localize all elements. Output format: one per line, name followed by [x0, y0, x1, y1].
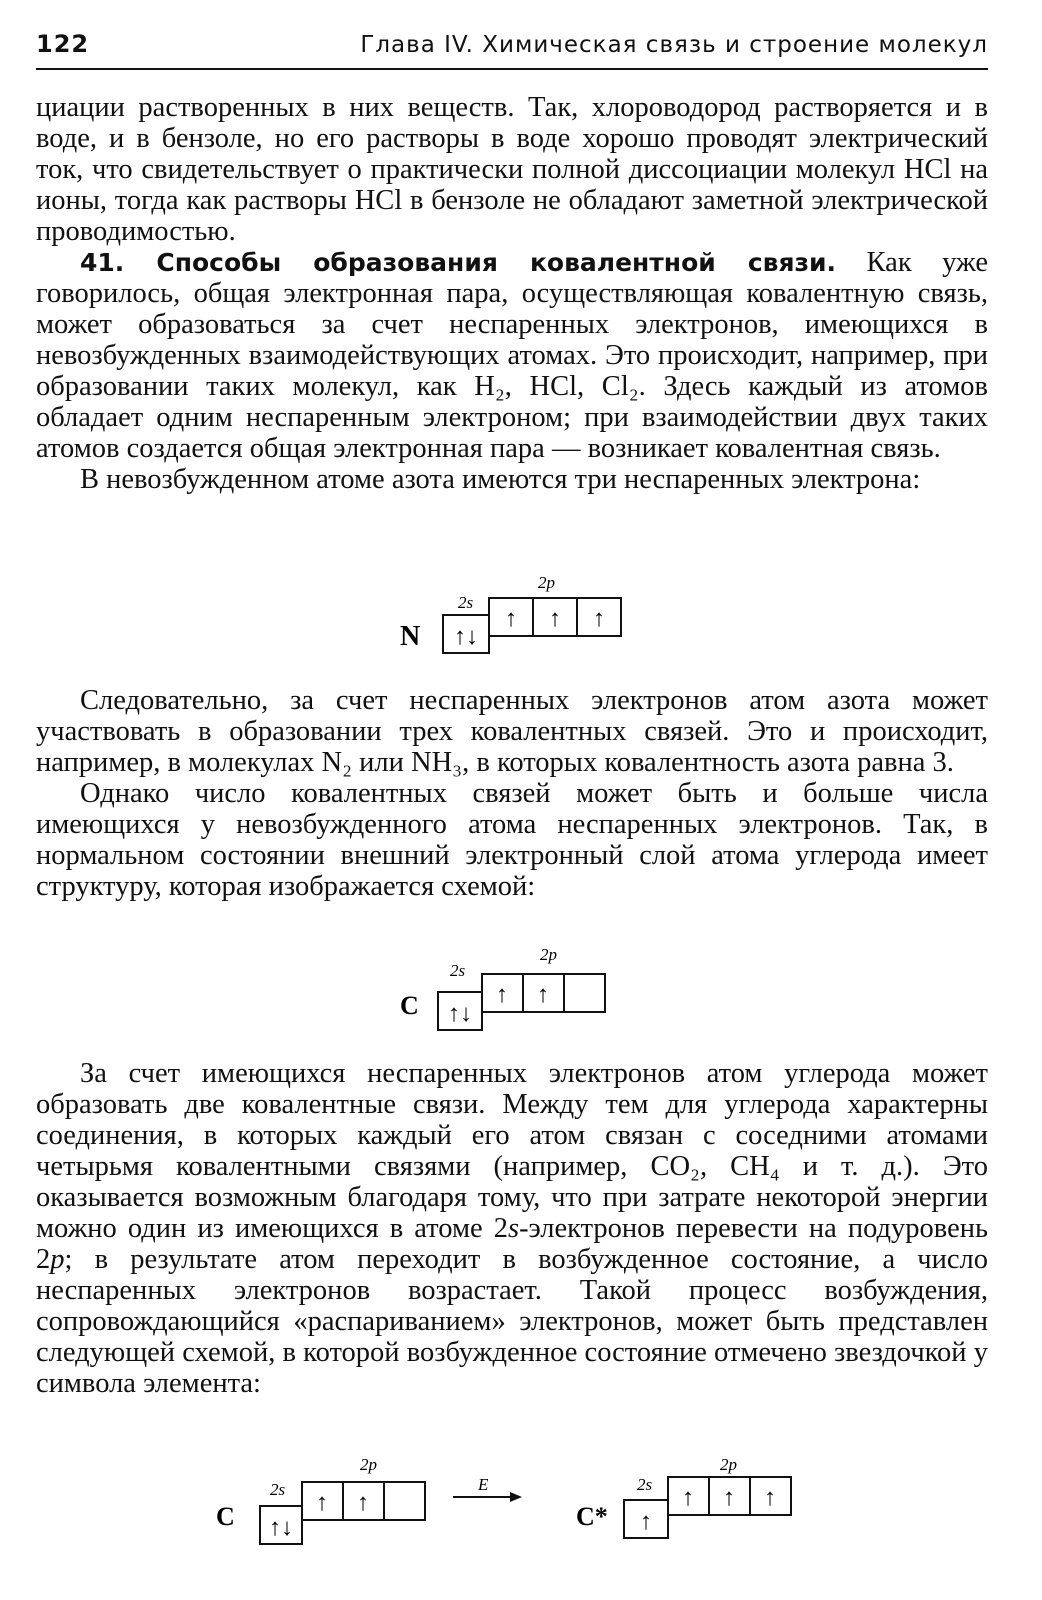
sublevel-2s-label: 2s — [637, 1475, 653, 1494]
page-number: 122 — [36, 30, 90, 58]
element-symbol: C* — [576, 1502, 608, 1531]
sublevel-2s-label: 2s — [458, 593, 474, 612]
energy-label: E — [478, 1475, 489, 1494]
text-block-3 — [36, 1058, 988, 1399]
electron-2p-1: ↑ — [682, 1485, 694, 1511]
carbon-excited-state — [576, 1455, 791, 1538]
electron-2p-1: ↑ — [496, 982, 508, 1008]
carbon-ground-state — [216, 1455, 425, 1544]
section-heading: 41. Способы образования ковалентной связи. — [80, 248, 837, 277]
electron-pair-2s: ↑↓ — [454, 624, 478, 650]
paragraph-1: циации растворенных в них веществ. Так, хлороводород растворяется и в воде, и в бензоле, но его растворы в воде хорошо проводят электрический ток, что свидетельствует о практически полной диссоциации молекул HCl на ионы, тогда как растворы HCl в бензоле не обладают заметной электрической проводимостью. — [36, 92, 988, 247]
electron-2p-1: ↑ — [505, 606, 517, 632]
electron-pair-2s: ↑↓ — [448, 1001, 472, 1027]
excitation-scheme-diagram — [210, 1440, 810, 1560]
element-symbol: C — [400, 991, 419, 1020]
sublevel-2s-label: 2s — [450, 961, 466, 980]
paragraph-4: Следовательно, за счет неспаренных электронов атом азота может участвовать в образовании трех ковалентных связей. Это и происходит, например, в молекулах N₂ или NH₃, в которых ковалентность азота равна 3. — [36, 685, 988, 778]
paragraph-2-body: Как уже говорилось, общая электронная пара, осуществляющая ковалентную связь, может образоваться за счет неспаренных электронов, имеющихся в невозбужденных взаимодействующих атомах. Это происходит, например, при образовании таких молекул, как H₂, HCl, Cl₂. Здесь каждый из атомов обладает одним неспаренным электроном; при взаимодействии двух таких атомов создается общая электронная пара — возникает ковалентная связь. — [36, 247, 988, 464]
text-block-2 — [36, 685, 988, 902]
text-block-1 — [36, 92, 988, 495]
paragraph-3: В невозбужденном атоме азота имеются три неспаренных электрона: — [80, 464, 921, 495]
sublevel-2p-label: 2p — [720, 1455, 737, 1474]
excitation-arrow — [453, 1475, 522, 1502]
element-symbol: C — [216, 1502, 235, 1531]
electron-2p-2: ↑ — [357, 1490, 369, 1516]
nitrogen-orbital-diagram — [390, 570, 640, 670]
electron-2p-3: ↑ — [764, 1485, 776, 1511]
running-head: Глава IV. Химическая связь и строение молекул — [360, 32, 988, 58]
electron-2p-2: ↑ — [723, 1485, 735, 1511]
electron-pair-2s: ↑↓ — [269, 1515, 293, 1541]
element-symbol: N — [400, 621, 421, 652]
carbon-orbital-diagram — [395, 944, 625, 1039]
sublevel-2p-label: 2p — [540, 945, 557, 964]
page-header — [36, 28, 988, 70]
paragraph-6: За счет имеющихся неспаренных электронов атом углерода может образовать две ковалентные связи. Между тем для углерода характерны соединения, в которых каждый его атом связан с соседними атомами четырьмя ковалентными связями (например, CO₂, CH₄ и т. д.). Это оказывается возможным благодаря тому, что при затрате некоторой энергии можно один из имеющихся в атоме 2s-электронов перевести на подуровень 2p; в результате атом переходит в возбужденное состояние, а число неспаренных электронов возрастает. Такой процесс возбуждения, сопровождающийся «распариванием» электронов, может быть представлен следующей схемой, в которой возбужденное состояние отмечено звездочкой у символа элемента: — [36, 1058, 988, 1399]
sublevel-2p-label: 2p — [538, 573, 555, 592]
sublevel-2s-label: 2s — [270, 1480, 286, 1499]
sublevel-2p-label: 2p — [360, 1455, 377, 1474]
electron-2p-2: ↑ — [537, 982, 549, 1008]
paragraph-5: Однако число ковалентных связей может быть и больше числа имеющихся у невозбужденного атома неспаренных электронов. Так, в нормальном состоянии внешний электронный слой атома углерода имеет структуру, которая изображается схемой: — [36, 778, 988, 902]
electron-2p-1: ↑ — [316, 1490, 328, 1516]
paragraph-2 — [36, 247, 988, 464]
electron-2s: ↑ — [640, 1509, 652, 1535]
electron-2p-3: ↑ — [593, 606, 605, 632]
electron-2p-2: ↑ — [549, 606, 561, 632]
